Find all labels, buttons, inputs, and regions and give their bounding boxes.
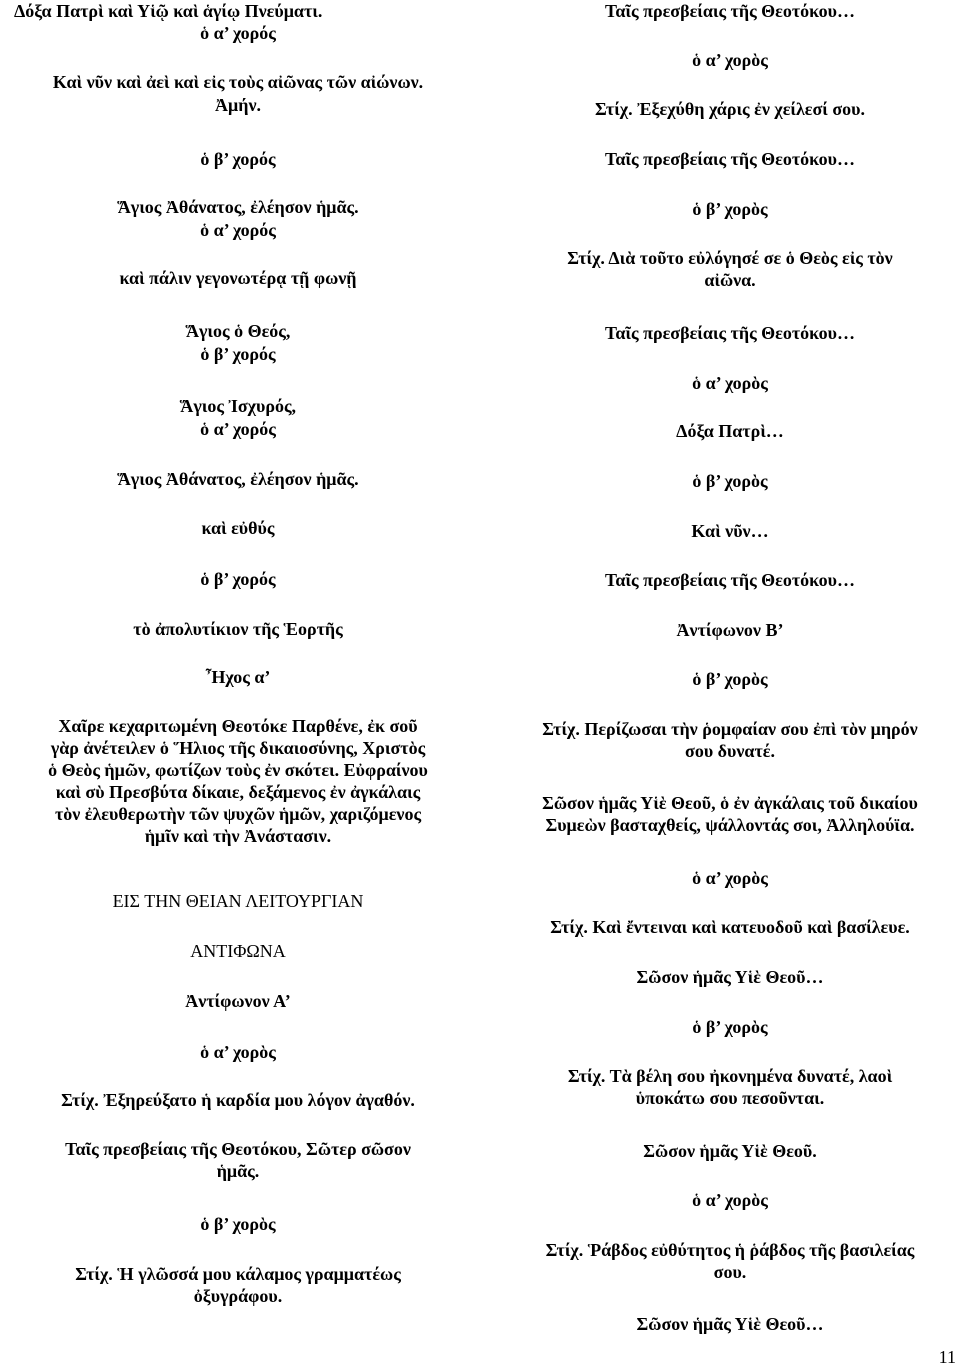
choir-label: ὁ β’ χορὸς xyxy=(692,471,768,491)
apolytikion-line: καὶ σὺ Πρεσβύτα δίκαιε, δεξάμενος ἐν ἀγκάλαις xyxy=(55,782,421,802)
verse-text xyxy=(500,718,960,762)
hymn-line: Ἅγιος ὁ Θεός, xyxy=(185,321,291,341)
choir-label: ὁ α’ χορὸς xyxy=(692,50,768,70)
verse-line: Στίχ. Ἐξεχύθη χάρις ἐν χείλεσί σου. xyxy=(594,99,866,119)
verse-line: Στίχ. Τὰ βέλη σου ἠκονημένα δυνατέ, λαοὶ xyxy=(567,1066,893,1086)
apolytikion-line: ὁ Θεὸς ἡμῶν, φωτίζων τοὺς ἐν σκότει. Εὐφραίνου xyxy=(48,760,428,780)
choir-label: ὁ α’ χορός xyxy=(200,220,276,240)
rubric-line: καὶ εὐθύς xyxy=(201,518,275,538)
refrain-line: Ταῖς πρεσβείαις τῆς Θεοτόκου… xyxy=(605,149,855,169)
refrain-text xyxy=(500,792,960,836)
page-number: 11 xyxy=(938,1347,956,1367)
hymn-line: Ἅγιος Ἀθάνατος, ἐλέησον ἡμᾶς. xyxy=(117,469,359,489)
hymn-line: Ἅγιος Ἰσχυρός, xyxy=(179,396,297,416)
choir-label: ὁ β’ χορός xyxy=(200,344,276,364)
tone-label: Ἦχος α’ xyxy=(205,667,271,687)
hymn-line: Ἅγιος Ἀθάνατος, ἐλέησον ἡμᾶς. xyxy=(117,197,359,217)
section-subheading: ΑΝΤΙΦΩΝΑ xyxy=(190,941,286,961)
verse-line: Στίχ. Ἡ γλῶσσά μου κάλαμος γραμματέως xyxy=(75,1264,401,1284)
antiphon-title: Ἀντίφωνον Β’ xyxy=(676,620,784,640)
choir-label: ὁ β’ χορός xyxy=(200,569,276,589)
verse-line: Στίχ. Καὶ ἔντειναι καὶ κατευοδοῦ καὶ βασίλευε. xyxy=(550,917,910,937)
refrain-line: Σῶσον ἡμᾶς Υἱὲ Θεοῦ. xyxy=(643,1141,817,1161)
verse-text xyxy=(500,247,960,291)
choir-label: ὁ α’ χορὸς xyxy=(692,868,768,888)
doxology-line: Δόξα Πατρὶ… xyxy=(676,421,784,441)
verse-text xyxy=(500,1239,960,1283)
choir-label: ὁ α’ χορός xyxy=(200,23,276,43)
apolytikion-line: γὰρ ἀνέτειλεν ὁ Ἥλιος τῆς δικαιοσύνης, Χριστὸς xyxy=(50,738,426,758)
refrain-line: Ταῖς πρεσβείαις τῆς Θεοτόκου, Σῶτερ σῶσον xyxy=(65,1139,411,1159)
choir-label: ὁ β’ χορὸς xyxy=(200,1214,276,1234)
verse-line: σου. xyxy=(713,1262,747,1282)
choir-label: ὁ β’ χορὸς xyxy=(692,1017,768,1037)
verse-line: Στίχ. Ῥάβδος εὐθύτητος ἡ ῥάβδος τῆς βασιλείας xyxy=(545,1240,915,1260)
apolytikion-text xyxy=(14,715,462,847)
verse-line: σου δυνατέ. xyxy=(685,741,775,761)
refrain-line: ἡμᾶς. xyxy=(216,1161,260,1181)
refrain-line: Σῶσον ἡμᾶς Υἱὲ Θεοῦ, ὁ ἐν ἀγκάλαις τοῦ δικαίου xyxy=(542,793,918,813)
verse-text xyxy=(14,1263,462,1307)
refrain-line: Συμεὼν βασταχθείς, ψάλλοντάς σοι, Ἀλληλούϊα. xyxy=(545,815,915,835)
verse-line: Στίχ. Διὰ τοῦτο εὐλόγησέ σε ὁ Θεὸς εἰς τὸν xyxy=(567,248,893,268)
choir-label: ὁ β’ χορὸς xyxy=(692,199,768,219)
and-now-line: Καὶ νῦν καὶ ἀεὶ καὶ εἰς τοὺς αἰῶνας τῶν αἰώνων. xyxy=(52,72,424,92)
doxology-line: Δόξα Πατρὶ καὶ Υἱῷ καὶ ἁγίῳ Πνεύματι. xyxy=(14,1,323,21)
choir-label: ὁ β’ χορὸς xyxy=(692,669,768,689)
amen-line: Ἀμήν. xyxy=(215,95,261,115)
rubric-line: καὶ πάλιν γεγονωτέρᾳ τῇ φωνῇ xyxy=(119,268,357,288)
section-heading: ΕΙΣ ΤΗΝ ΘΕΙΑΝ ΛΕΙΤΟΥΡΓΙΑΝ xyxy=(112,891,364,911)
choir-label: ὁ α’ χορὸς xyxy=(200,1042,276,1062)
verse-text xyxy=(500,1065,960,1109)
verse-line: Στίχ. Περίζωσαι τὴν ῥομφαίαν σου ἐπὶ τὸν μηρόν xyxy=(542,719,918,739)
choir-label: ὁ β’ χορός xyxy=(200,149,276,169)
apolytikion-line: τὸν ἐλευθερωτὴν τῶν ψυχῶν ἡμῶν, χαριζόμενος xyxy=(54,804,422,824)
verse-line: ὀξυγράφου. xyxy=(193,1286,283,1306)
rubric-line: τὸ ἀπολυτίκιον τῆς Ἑορτῆς xyxy=(133,619,343,639)
antiphon-title: Ἀντίφωνον Α’ xyxy=(185,991,291,1011)
apolytikion-line: ἡμῖν καὶ τὴν Ἀνάστασιν. xyxy=(144,826,332,846)
refrain-line: Ταῖς πρεσβείαις τῆς Θεοτόκου… xyxy=(605,570,855,590)
refrain-line: Ταῖς πρεσβείαις τῆς Θεοτόκου… xyxy=(605,1,855,21)
choir-label: ὁ α’ χορὸς xyxy=(692,373,768,393)
refrain-line: Σῶσον ἡμᾶς Υἱὲ Θεοῦ… xyxy=(636,1314,824,1334)
choir-label: ὁ α’ χορός xyxy=(200,419,276,439)
refrain-line: Σῶσον ἡμᾶς Υἱὲ Θεοῦ… xyxy=(636,967,824,987)
verse-line: αἰῶνα. xyxy=(704,270,756,290)
refrain-text xyxy=(14,1138,462,1182)
apolytikion-line: Χαῖρε κεχαριτωμένη Θεοτόκε Παρθένε, ἐκ σοῦ xyxy=(58,716,418,736)
verse-line: Στίχ. Ἐξηρεύξατο ἡ καρδία μου λόγον ἀγαθόν. xyxy=(61,1090,415,1110)
and-now-line: Καὶ νῦν… xyxy=(691,521,769,541)
verse-line: ὑποκάτω σου πεσοῦνται. xyxy=(635,1088,825,1108)
refrain-line: Ταῖς πρεσβείαις τῆς Θεοτόκου… xyxy=(605,323,855,343)
choir-label: ὁ α’ χορὸς xyxy=(692,1190,768,1210)
